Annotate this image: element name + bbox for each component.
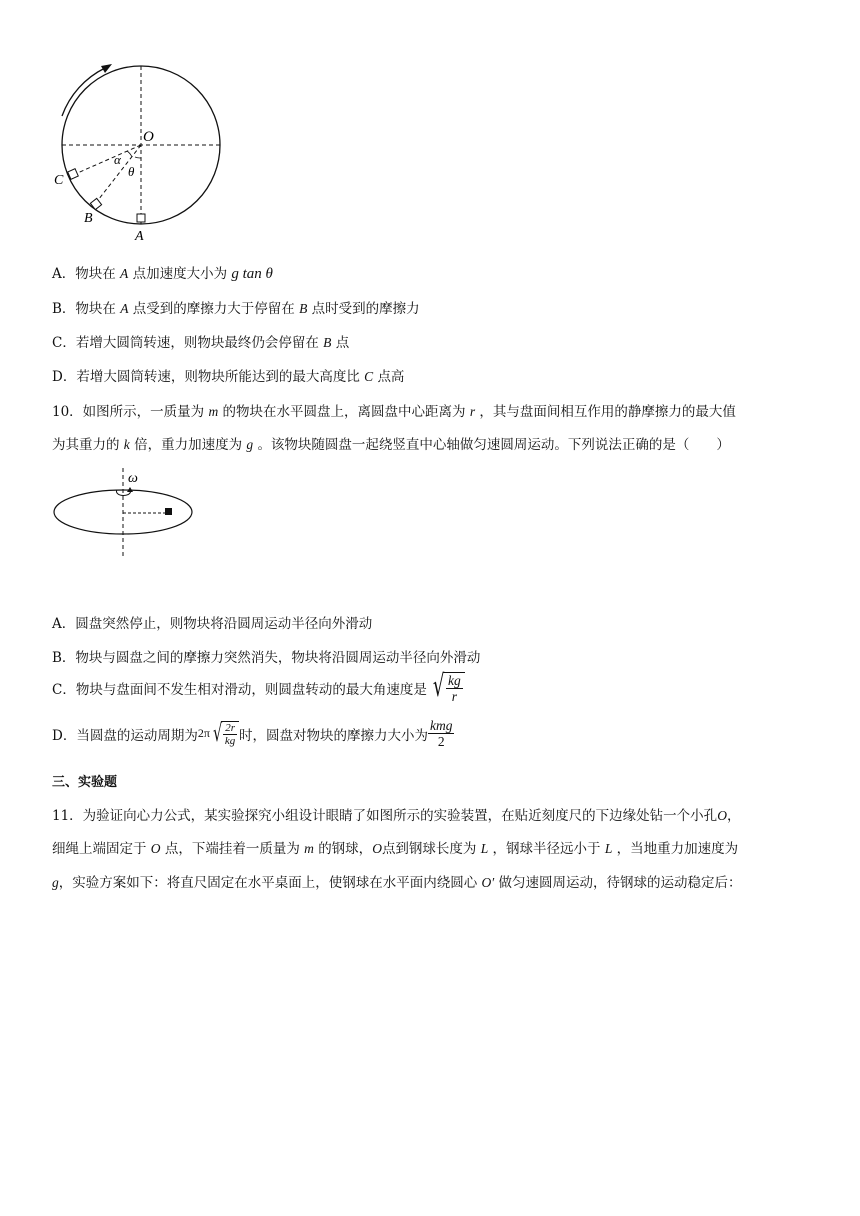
label-alpha: α: [114, 152, 121, 167]
q10-option-b: B．物块与圆盘之间的摩擦力突然消失，物块将沿圆周运动半径向外滑动: [52, 650, 481, 666]
angle-arc-alpha: [127, 151, 132, 157]
label-A: A: [135, 229, 144, 244]
rotating-drum-figure: [50, 58, 230, 248]
q11-line1: 11．为验证向心力公式，某实验探究小组设计眼睛了如图所示的实验装置，在贴近刻度尺的下边缘处钻一个小孔O，: [52, 808, 741, 824]
label-theta: θ: [128, 164, 135, 179]
q9-option-c: C．若增大圆筒转速，则物块最终仍会停留在 B 点: [52, 335, 350, 351]
block-A: [137, 214, 145, 222]
section-heading-experiment: 三、实验题: [52, 775, 118, 790]
angle-arc-theta: [135, 157, 141, 158]
rotation-arrow-arc: [62, 68, 105, 116]
q10-stem-line2: 为其重力的 k 倍，重力加速度为 g 。该物块随圆盘一起绕竖直中心轴做匀速圆周运动。下列说法正确的是（ ）: [52, 437, 730, 453]
fraction-kmg-over-2: $\frac{\text{kmg}}{2}$: [429, 718, 453, 749]
q9-option-a: A．物块在 A 点加速度大小为 g tan θ: [52, 266, 273, 282]
block-on-disc: [165, 508, 172, 515]
label-B: B: [84, 211, 93, 226]
period-expression: 2π √ $\frac{2r}{kg}$: [198, 721, 239, 747]
block-B: [90, 198, 101, 209]
q11-line3: g，实验方案如下：将直尺固定在水平桌面上，使钢球在水平面内绕圆心 O′ 做匀速圆周运动，待钢球的运动稳定后：: [52, 875, 742, 891]
q11-line2: 细绳上端固定于 O 点，下端挂着一质量为 m 的钢球，O点到钢球长度为 L ，钢球半径远小于 L ，当地重力加速度为: [52, 841, 739, 857]
q10-option-a: A．圆盘突然停止，则物块将沿圆周运动半径向外滑动: [52, 616, 373, 632]
q9-option-d: D．若增大圆筒转速，则物块所能达到的最大高度比 C 点高: [52, 369, 405, 385]
rotating-disc-figure: [50, 466, 210, 562]
q10-stem-line1: 10．如图所示，一质量为 m 的物块在水平圆盘上，离圆盘中心距离为 r ，其与盘面间相互作用的静摩擦力的最大值: [52, 404, 736, 420]
q9-option-b: B．物块在 A 点受到的摩擦力大于停留在 B 点时受到的摩擦力: [52, 301, 420, 317]
q10-option-d: D．当圆盘的运动周期为 2π √ $\frac{2r}{kg}$ 时，圆盘对物块的摩擦力大小为 $\frac{\text{kmg}}{2}$: [52, 718, 453, 749]
label-omega: ω: [128, 471, 138, 486]
label-C: C: [54, 173, 64, 188]
q10-option-c: C．物块与盘面间不发生相对滑动，则圆盘转动的最大角速度是 √ $\frac{kg}{r}$: [52, 672, 465, 704]
sqrt-kg-over-r: √ $\frac{kg}{r}$: [429, 672, 465, 704]
label-O: O: [143, 129, 154, 145]
formula-g-tan-theta: g tan θ: [231, 266, 273, 282]
